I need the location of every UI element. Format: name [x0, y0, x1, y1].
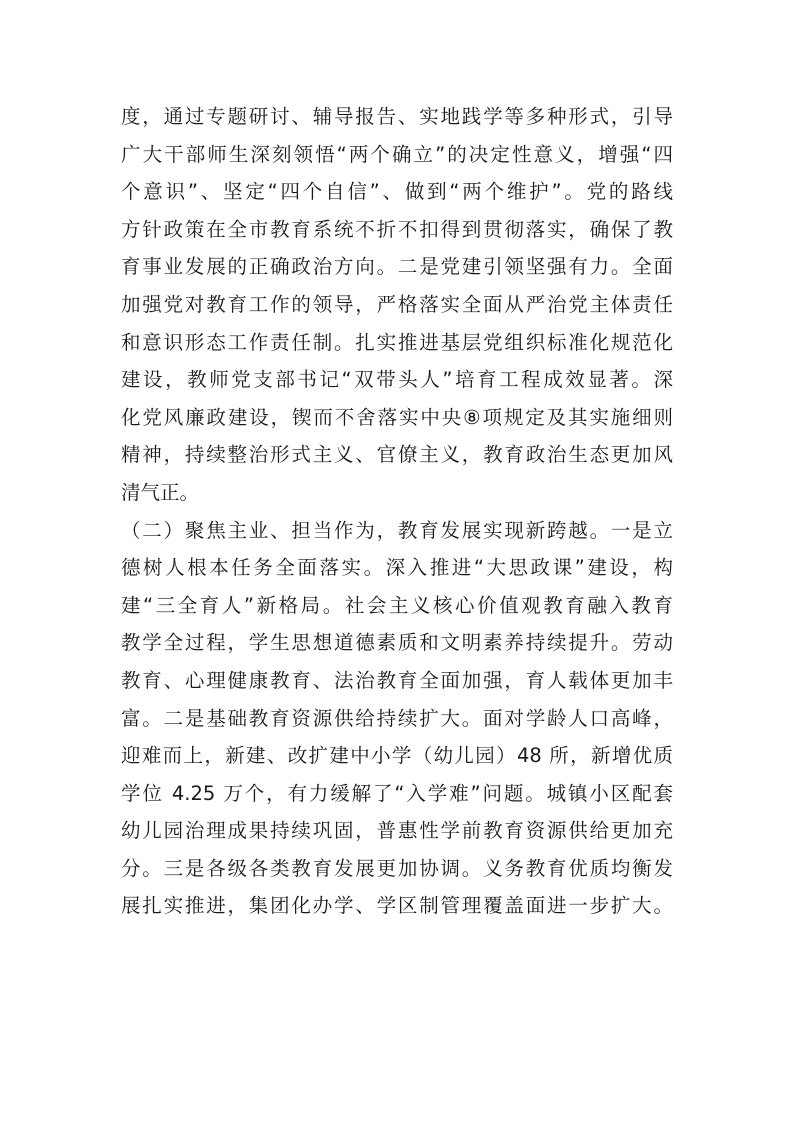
- text-line: 德树人根本任务全面落实。深入推进“大思政课”建设，构: [121, 556, 673, 580]
- text-line: 教育、心理健康教育、法治教育全面加强，育人载体更加丰: [121, 668, 673, 692]
- text-line: 分。三是各级各类教育发展更加协调。义务教育优质均衡发: [121, 856, 673, 880]
- text-line: 广大干部师生深刻领悟“两个确立”的决定性意义，增强“四: [121, 142, 673, 166]
- text-line: 方针政策在全市教育系统不折不扣得到贯彻落实，确保了教: [121, 217, 673, 241]
- text-line: 学位 4.25 万个，有力缓解了“入学难”问题。城镇小区配套: [121, 781, 673, 805]
- text-line: 度，通过专题研讨、辅导报告、实地践学等多种形式，引导: [121, 105, 673, 128]
- section-heading-line: （二）聚焦主业、担当作为，教育发展实现新跨越。一是立: [121, 518, 673, 542]
- text-line: 化党风廉政建设，锲而不舍落实中央⑧项规定及其实施细则: [121, 405, 673, 429]
- text-line: 育事业发展的正确政治方向。二是党建引领坚强有力。全面: [121, 255, 673, 279]
- text-line: 个意识”、坚定“四个自信”、做到“两个维护”。党的路线: [121, 180, 673, 204]
- text-line: 建设，教师党支部书记“双带头人”培育工程成效显著。深: [121, 368, 673, 392]
- text-line: 精神，持续整治形式主义、官僚主义，教育政治生态更加风: [121, 443, 673, 467]
- text-line: 建“三全育人”新格局。社会主义核心价值观教育融入教育: [121, 593, 673, 617]
- paragraph-end-line: 清气正。: [121, 480, 200, 504]
- text-line: 幼儿园治理成果持续巩固，普惠性学前教育资源供给更加充: [121, 819, 673, 843]
- text-line: 富。二是基础教育资源供给持续扩大。面对学龄人口高峰，: [121, 706, 673, 730]
- text-line: 和意识形态工作责任制。扎实推进基层党组织标准化规范化: [121, 330, 673, 354]
- text-line: 迎难而上，新建、改扩建中小学（幼儿园）48 所，新增优质: [121, 744, 673, 768]
- text-line: 加强党对教育工作的领导，严格落实全面从严治党主体责任: [121, 292, 673, 316]
- body-text: [121, 98, 673, 925]
- text-line: 展扎实推进，集团化办学、学区制管理覆盖面进一步扩大。: [121, 894, 673, 918]
- text-line: 教学全过程，学生思想道德素质和文明素养持续提升。劳动: [121, 631, 673, 655]
